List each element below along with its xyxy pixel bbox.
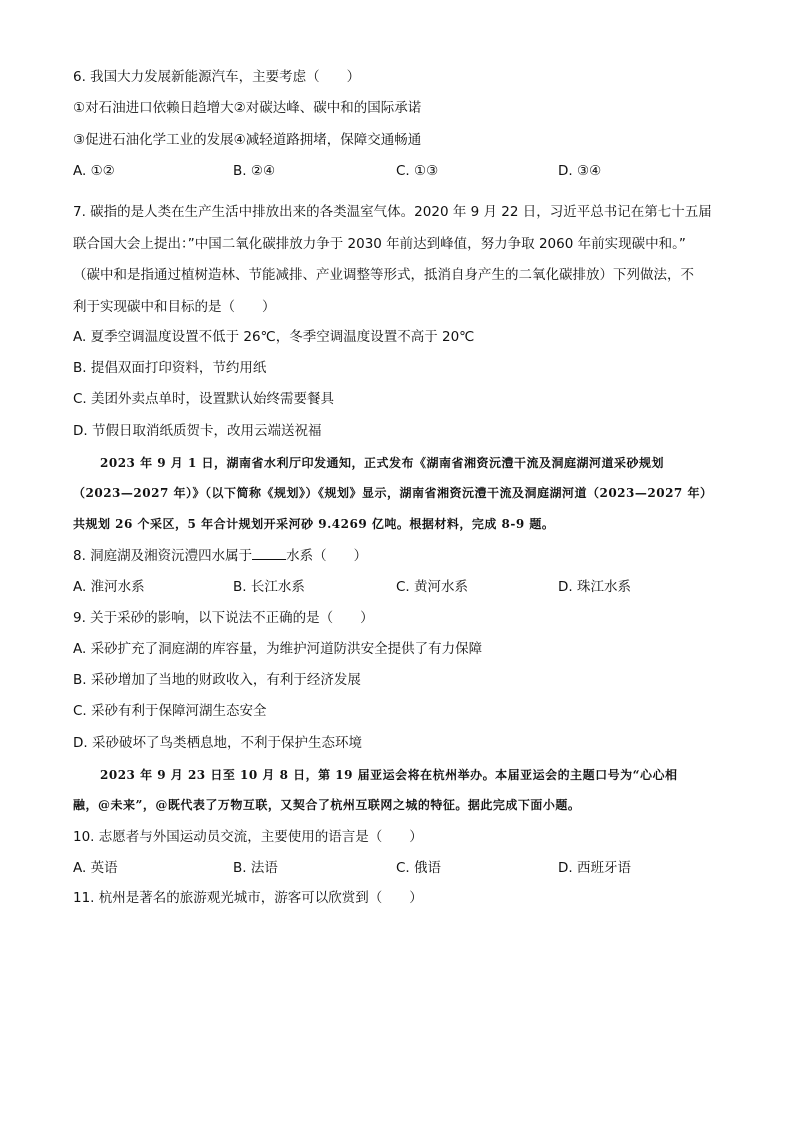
q7-option-c[interactable]: C. 美团外卖点单时，设置默认始终需要餐具 xyxy=(73,391,335,407)
q6-stem: 6. 我国大力发展新能源汽车，主要考虑（ ） xyxy=(73,69,361,85)
q6-statement-line-2: ③促进石油化学工业的发展④减轻道路拥堵，保障交通畅通 xyxy=(73,132,422,148)
q10-option-c[interactable]: C. 俄语 xyxy=(396,860,442,876)
q8-options xyxy=(73,578,773,596)
q7-option-a[interactable]: A. 夏季空调温度设置不低于 26℃，冬季空调温度设置不高于 20℃ xyxy=(73,329,475,345)
q7-stem-line-2: 联合国大会上提出：”中国二氧化碳排放力争于 2030 年前达到峰值，努力争取 2060 年前实现碳中和。” xyxy=(73,236,686,252)
q7-stem-line-1: 7. 碳指的是人类在生产生活中排放出来的各类温室气体。2020 年 9 月 22 日，习近平总书记在第七十五届 xyxy=(73,204,712,220)
q10-option-d[interactable]: D. 西班牙语 xyxy=(558,860,631,876)
q8-option-d[interactable]: D. 珠江水系 xyxy=(558,579,631,595)
material1-line-2: （2023—2027 年）》（以下简称《规划》）《规划》显示，湖南省湘资沅澧干流及洞庭湖河道（2023—2027 年） xyxy=(73,486,713,500)
q10-stem: 10. 志愿者与外国运动员交流，主要使用的语言是（ ） xyxy=(73,829,423,845)
material1-line-3: 共规划 26 个采区，5 年合计规划开采河砂 9.4269 亿吨。根据材料，完成 8-9 题。 xyxy=(73,517,555,531)
q8-stem xyxy=(73,547,367,565)
q8-stem-before: 8. 洞庭湖及湘资沅澧四水属于 xyxy=(73,548,253,564)
material2-line-2: 融，@未来”，@既代表了万物互联，又契合了杭州互联网之城的特征。据此完成下面小题。 xyxy=(73,798,581,812)
q8-option-b[interactable]: B. 长江水系 xyxy=(233,579,305,595)
q8-option-c[interactable]: C. 黄河水系 xyxy=(396,579,469,595)
q9-option-a[interactable]: A. 采砂扩充了洞庭湖的库容量，为维护河道防洪安全提供了有力保障 xyxy=(73,641,483,657)
q6-option-d[interactable]: D. ③④ xyxy=(558,163,602,179)
q6-option-b[interactable]: B. ②④ xyxy=(233,163,276,179)
q9-option-d[interactable]: D. 采砂破坏了鸟类栖息地，不利于保护生态环境 xyxy=(73,735,362,751)
q6-options xyxy=(73,162,773,180)
q6-statement-line-1: ①对石油进口依赖日趋增大②对碳达峰、碳中和的国际承诺 xyxy=(73,100,422,116)
q6-option-c[interactable]: C. ①③ xyxy=(396,163,439,179)
q8-option-a[interactable]: A. 淮河水系 xyxy=(73,579,145,595)
material1-line-1: 2023 年 9 月 1 日，湖南省水利厅印发通知，正式发布《湖南省湘资沅澧干流及洞庭湖河道采砂规划 xyxy=(100,456,664,470)
q10-options xyxy=(73,859,773,877)
q7-stem-line-4: 利于实现碳中和目标的是（ ） xyxy=(73,299,276,315)
q11-stem: 11. 杭州是著名的旅游观光城市，游客可以欣赏到（ ） xyxy=(73,890,423,906)
q7-stem-line-3: （碳中和是指通过植树造林、节能减排、产业调整等形式，抵消自身产生的二氧化碳排放）下列做法，不 xyxy=(73,267,694,283)
q8-stem-after: 水系（ ） xyxy=(286,548,368,564)
material2-line-1: 2023 年 9 月 23 日至 10 月 8 日，第 19 届亚运会将在杭州举办。本届亚运会的主题口号为“心心相 xyxy=(100,768,678,782)
q9-option-c[interactable]: C. 采砂有利于保障河湖生态安全 xyxy=(73,703,267,719)
q10-option-b[interactable]: B. 法语 xyxy=(233,860,278,876)
q9-stem: 9. 关于采砂的影响，以下说法不正确的是（ ） xyxy=(73,610,374,626)
q7-option-d[interactable]: D. 节假日取消纸质贺卡，改用云端送祝福 xyxy=(73,423,322,439)
q10-option-a[interactable]: A. 英语 xyxy=(73,860,118,876)
q9-option-b[interactable]: B. 采砂增加了当地的财政收入，有利于经济发展 xyxy=(73,672,361,688)
q8-blank xyxy=(252,547,286,560)
q7-option-b[interactable]: B. 提倡双面打印资料，节约用纸 xyxy=(73,360,267,376)
q6-option-a[interactable]: A. ①② xyxy=(73,163,115,179)
